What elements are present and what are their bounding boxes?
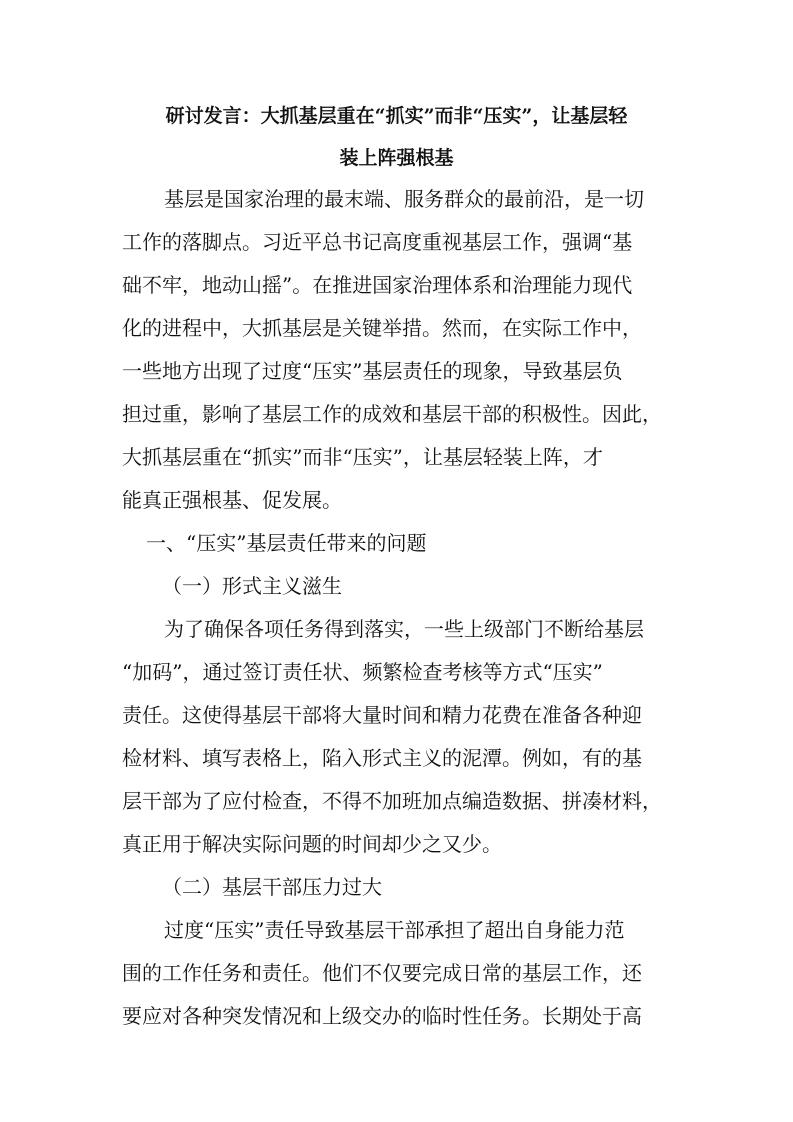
paragraph-line: 大抓基层重在“抓实”而非“压实”，让基层轻装上阵，才 <box>122 445 603 469</box>
paragraph-line: 一些地方出现了过度“压实”基层责任的现象，导致基层负 <box>122 359 623 383</box>
subsection-heading-1: （一）形式主义滋生 <box>162 574 342 598</box>
paragraph-line: 工作的落脚点。习近平总书记高度重视基层工作，强调“基 <box>122 230 633 254</box>
paragraph-line: 要应对各种突发情况和上级交办的临时性任务。长期处于高 <box>122 1004 642 1028</box>
paragraph-line: 过度“压实”责任导致基层干部承担了超出自身能力范 <box>164 918 625 942</box>
document-title-line-2: 装上阵强根基 <box>339 147 454 169</box>
paragraph-line: 化的进程中，大抓基层是关键举措。然而，在实际工作中， <box>122 316 642 340</box>
paragraph-line: 基层是国家治理的最末端、服务群众的最前沿，是一切 <box>164 187 644 211</box>
paragraph-line: 层干部为了应付检查，不得不加班加点编造数据、拼凑材料， <box>122 789 662 813</box>
paragraph-line: 能真正强根基、促发展。 <box>122 488 342 512</box>
paragraph-line: “加码”，通过签订责任状、频繁检查考核等方式“压实” <box>122 660 603 684</box>
paragraph-line: 为了确保各项任务得到落实，一些上级部门不断给基层 <box>164 617 644 641</box>
paragraph-line: 围的工作任务和责任。他们不仅要完成日常的基层工作，还 <box>122 961 642 985</box>
paragraph-line: 担过重，影响了基层工作的成效和基层干部的积极性。因此， <box>122 402 662 426</box>
paragraph-line: 础不牢，地动山摇”。在推进国家治理体系和治理能力现代 <box>122 273 633 297</box>
subsection-heading-2: （二）基层干部压力过大 <box>162 875 382 899</box>
paragraph-line: 检材料、填写表格上，陷入形式主义的泥潭。例如，有的基 <box>122 746 642 770</box>
section-heading-1: 一、“压实”基层责任带来的问题 <box>146 531 427 555</box>
document-title-line-1: 研讨发言：大抓基层重在“抓实”而非“压实”，让基层轻 <box>165 105 628 127</box>
paragraph-line: 责任。这使得基层干部将大量时间和精力花费在准备各种迎 <box>122 703 642 727</box>
paragraph-line: 真正用于解决实际问题的时间却少之又少。 <box>122 832 502 856</box>
